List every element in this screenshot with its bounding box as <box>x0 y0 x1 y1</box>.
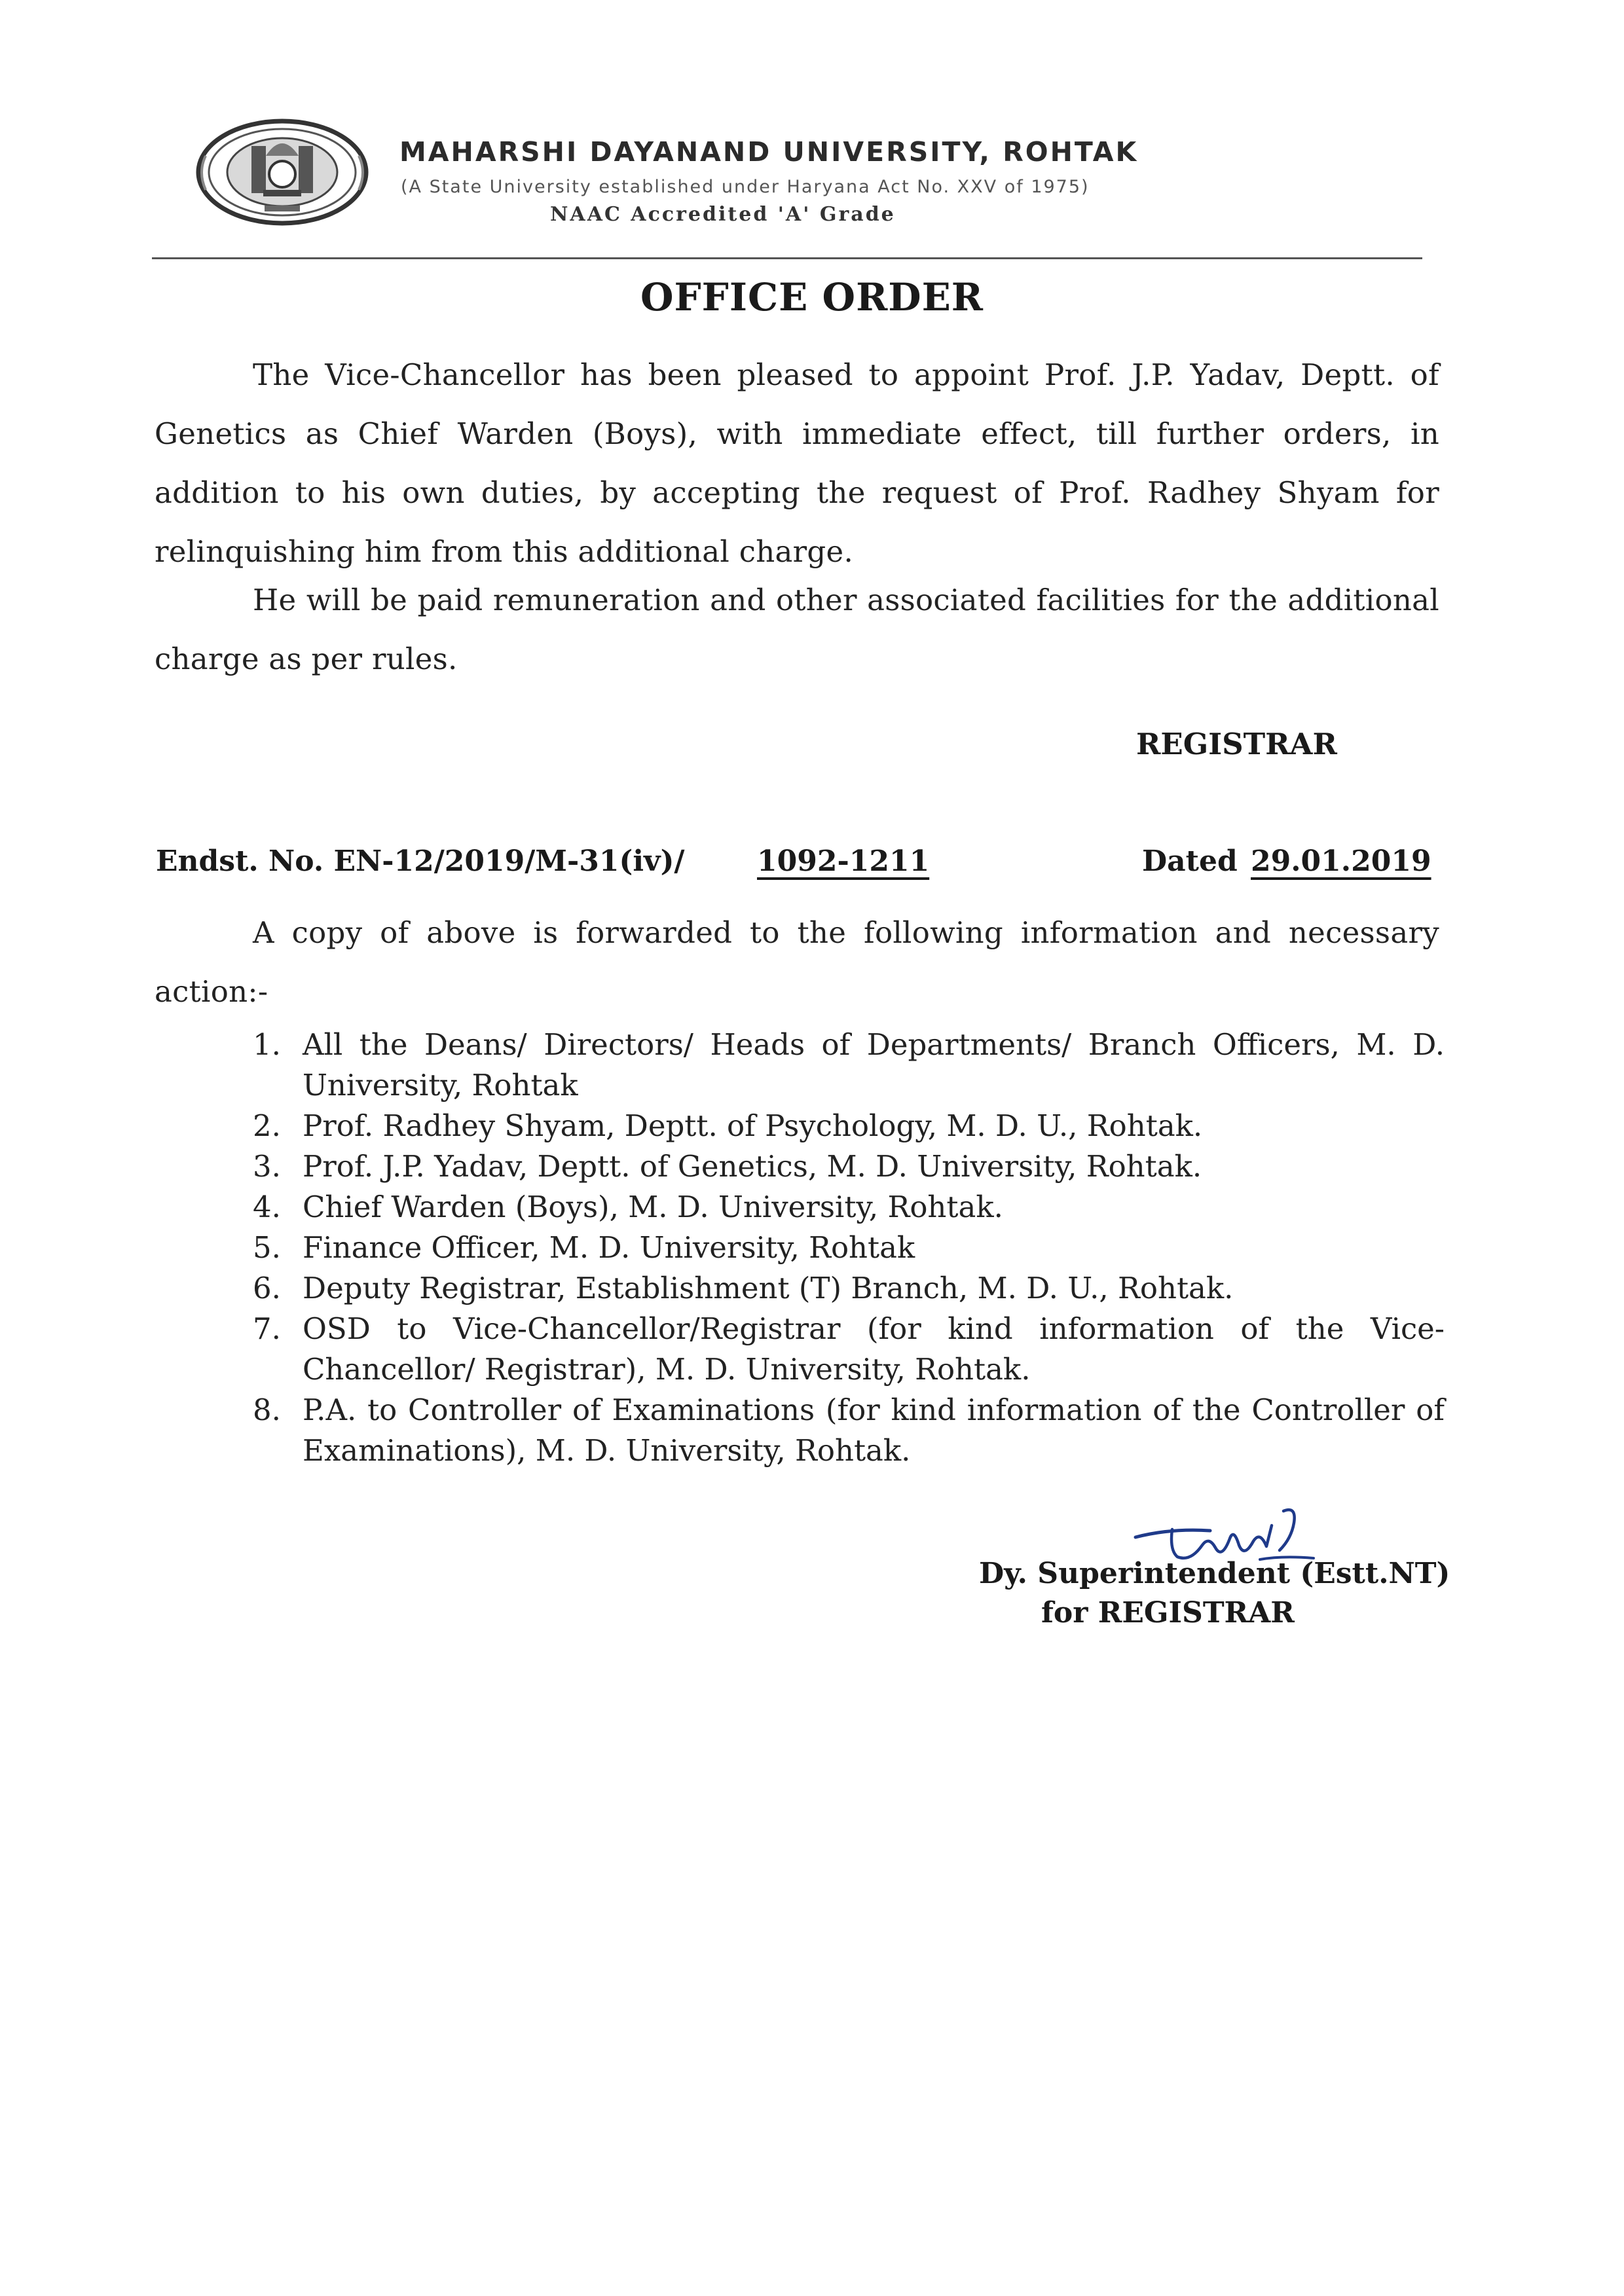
list-item-text: All the Deans/ Directors/ Heads of Departments/ Branch Officers, M. D. University, Rohtak <box>303 1027 1445 1102</box>
header-divider <box>152 257 1422 259</box>
list-item-text: Deputy Registrar, Establishment (T) Branch, M. D. U., Rohtak. <box>303 1271 1234 1305</box>
list-item <box>253 1146 1445 1187</box>
endorsement-line <box>156 845 1443 884</box>
dated-label: Dated <box>1142 845 1238 878</box>
list-item-number: 5. <box>253 1230 281 1265</box>
list-item <box>253 1390 1445 1471</box>
list-item-text: Prof. J.P. Yadav, Deptt. of Genetics, M. D. University, Rohtak. <box>303 1149 1202 1184</box>
registrar-label: REGISTRAR <box>1136 727 1337 761</box>
university-name: MAHARSHI DAYANAND UNIVERSITY, ROHTAK <box>399 136 1139 168</box>
list-item-number: 2. <box>253 1108 281 1143</box>
list-item-number: 4. <box>253 1190 281 1224</box>
university-seal-icon <box>191 117 373 228</box>
list-item-number: 6. <box>253 1271 281 1305</box>
list-item-number: 7. <box>253 1311 281 1346</box>
list-item-text: Finance Officer, M. D. University, Rohtak <box>303 1230 915 1265</box>
list-item-text: Chief Warden (Boys), M. D. University, Rohtak. <box>303 1190 1003 1224</box>
list-item-text: Prof. Radhey Shyam, Deptt. of Psychology, M. D. U., Rohtak. <box>303 1108 1203 1143</box>
university-subtitle: (A State University established under Haryana Act No. XXV of 1975) <box>401 177 1090 197</box>
list-item-text: P.A. to Controller of Examinations (for kind information of the Controller of Examinations), M. D. University, Rohtak. <box>303 1393 1445 1468</box>
dated-value: 29.01.2019 <box>1251 845 1431 878</box>
endorsement-label: Endst. No. EN-12/2019/M-31(iv)/ <box>156 845 685 878</box>
list-item <box>253 1106 1445 1146</box>
signatory-designation: Dy. Superintendent (Estt.NT) <box>979 1557 1450 1590</box>
list-item-number: 1. <box>253 1027 281 1062</box>
distribution-list <box>253 1025 1445 1471</box>
order-paragraph-2: He will be paid remuneration and other associated facilities for the additional charge as per rules. <box>155 583 1439 676</box>
list-item-number: 8. <box>253 1393 281 1427</box>
list-item-text: OSD to Vice-Chancellor/Registrar (for kind information of the Vice-Chancellor/ Registrar), M. D. University, Rohtak. <box>303 1311 1445 1387</box>
endorsement-number: 1092-1211 <box>757 845 930 878</box>
list-item <box>253 1268 1445 1309</box>
order-paragraph-1: The Vice-Chancellor has been pleased to appoint Prof. J.P. Yadav, Deptt. of Genetics as Chief Warden (Boys), with immediate effect, till further orders, in addition to his own duties, by accepting the request of Prof. Radhey Shyam for relinquishing him from this additional charge. <box>155 357 1439 569</box>
list-item <box>253 1025 1445 1106</box>
list-item <box>253 1309 1445 1390</box>
list-item <box>253 1187 1445 1228</box>
page-title: OFFICE ORDER <box>640 275 984 319</box>
forward-paragraph: A copy of above is forwarded to the following information and necessary action:- <box>155 915 1439 1009</box>
naac-grade: NAAC Accredited 'A' Grade <box>550 203 896 226</box>
list-item-number: 3. <box>253 1149 281 1184</box>
list-item <box>253 1228 1445 1268</box>
signatory-for-registrar: for REGISTRAR <box>1041 1596 1295 1630</box>
